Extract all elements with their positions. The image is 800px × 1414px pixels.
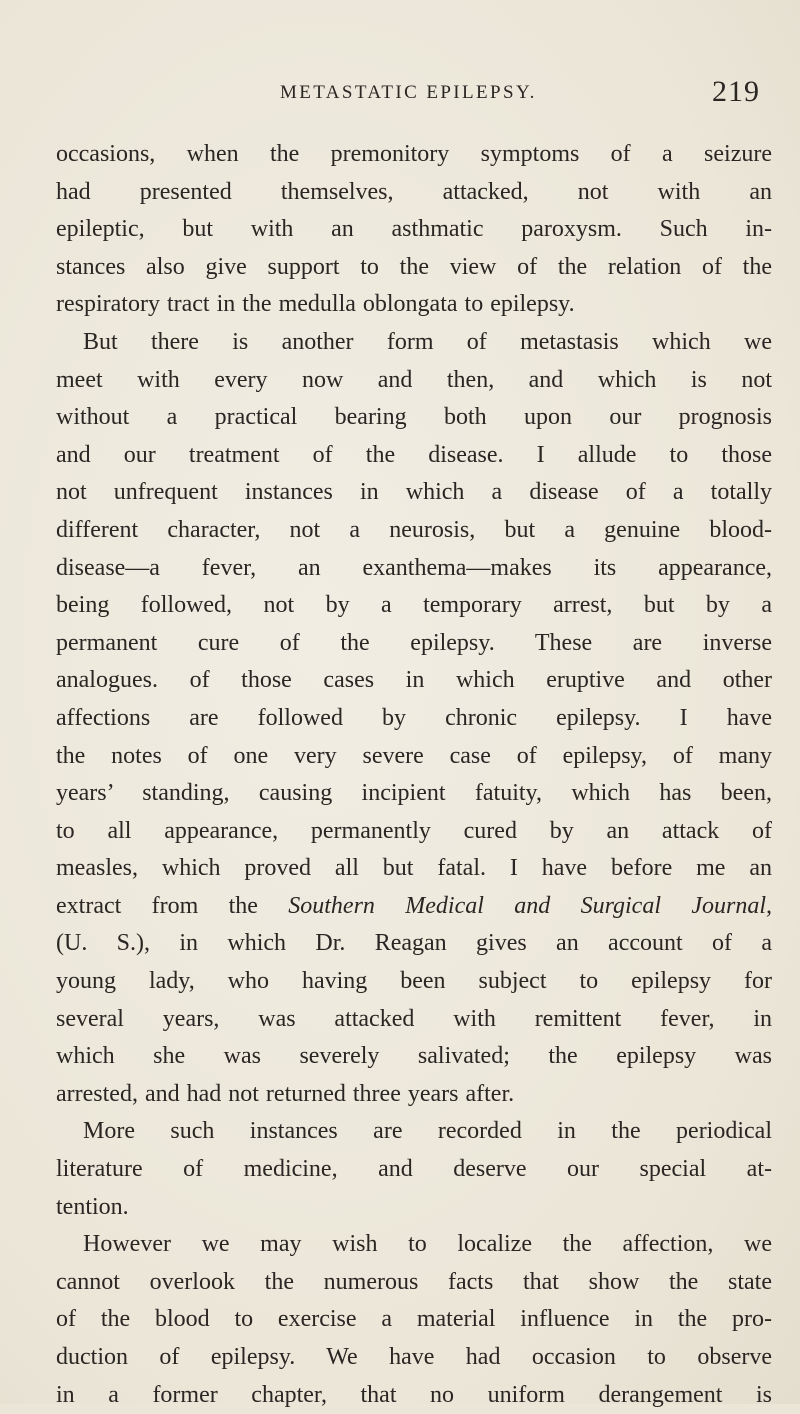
text-line: duction of epilepsy. We have had occasion to observe xyxy=(56,1344,772,1370)
text-line: had presented themselves, attacked, not with an xyxy=(56,178,772,205)
text-line: measles, which proved all but fatal. I have before me an xyxy=(56,855,772,882)
text-line: in a former chapter, that no uniform derangement is xyxy=(56,1381,772,1408)
body-text xyxy=(56,136,772,1414)
text-line: being followed, not by a temporary arrest, but by a xyxy=(56,592,772,619)
text-line: young lady, who having been subject to epilepsy for xyxy=(56,968,772,995)
text-line: respiratory tract in the medulla oblongata to epilepsy. xyxy=(56,291,575,318)
text-line: different character, not a neurosis, but a genuine blood- xyxy=(56,516,772,543)
text-line: several years, was attacked with remittent fever, in xyxy=(56,1005,772,1032)
text-line: permanent cure of the epilepsy. These are inverse xyxy=(56,629,772,656)
text-line: (U. S.), in which Dr. Reagan gives an account of a xyxy=(56,930,772,957)
text-line: literature of medicine, and deserve our special at- xyxy=(56,1156,772,1183)
text-line: years’ standing, causing incipient fatuity, which has been, xyxy=(56,780,772,807)
journal-title-italic: Southern Medical and Surgical Journal, xyxy=(288,892,772,919)
text-line: meet with every now and then, and which is not xyxy=(56,366,772,393)
text-line xyxy=(56,888,772,926)
text-line: affections are followed by chronic epilepsy. I have xyxy=(56,704,772,731)
page-number: 219 xyxy=(712,75,760,108)
text-line: of the blood to exercise a material influence in the pro- xyxy=(56,1306,772,1333)
text-line: disease—a fever, an exanthema—makes its appearance, xyxy=(56,554,772,581)
text-line: not unfrequent instances in which a disease of a totally xyxy=(56,479,772,506)
text-line: More such instances are recorded in the periodical xyxy=(83,1118,772,1145)
text-line: arrested, and had not returned three years after. xyxy=(56,1080,515,1107)
text-line: which she was severely salivated; the epilepsy was xyxy=(56,1043,772,1070)
running-title: METASTATIC EPILEPSY. xyxy=(280,82,537,103)
text-line-plain: extract from the xyxy=(56,892,289,919)
text-line: occasions, when the premonitory symptoms of a seizure xyxy=(56,141,772,167)
text-line: to all appearance, permanently cured by an attack of xyxy=(56,817,772,844)
text-line: However we may wish to localize the affection, we xyxy=(83,1231,772,1258)
text-line: epileptic, but with an asthmatic paroxysm. Such in- xyxy=(56,216,772,243)
text-line: tention. xyxy=(56,1193,129,1220)
text-line: stances also give support to the view of the relation of the xyxy=(56,253,772,280)
text-line: without a practical bearing both upon our prognosis xyxy=(56,404,772,431)
text-line: analogues. of those cases in which eruptive and other xyxy=(56,667,772,694)
text-line: cannot overlook the numerous facts that show the state xyxy=(56,1268,772,1295)
text-line: the notes of one very severe case of epilepsy, of many xyxy=(56,742,772,769)
text-line: and our treatment of the disease. I allude to those xyxy=(56,441,772,468)
running-head xyxy=(0,72,800,112)
text-line: But there is another form of metastasis which we xyxy=(83,328,772,355)
